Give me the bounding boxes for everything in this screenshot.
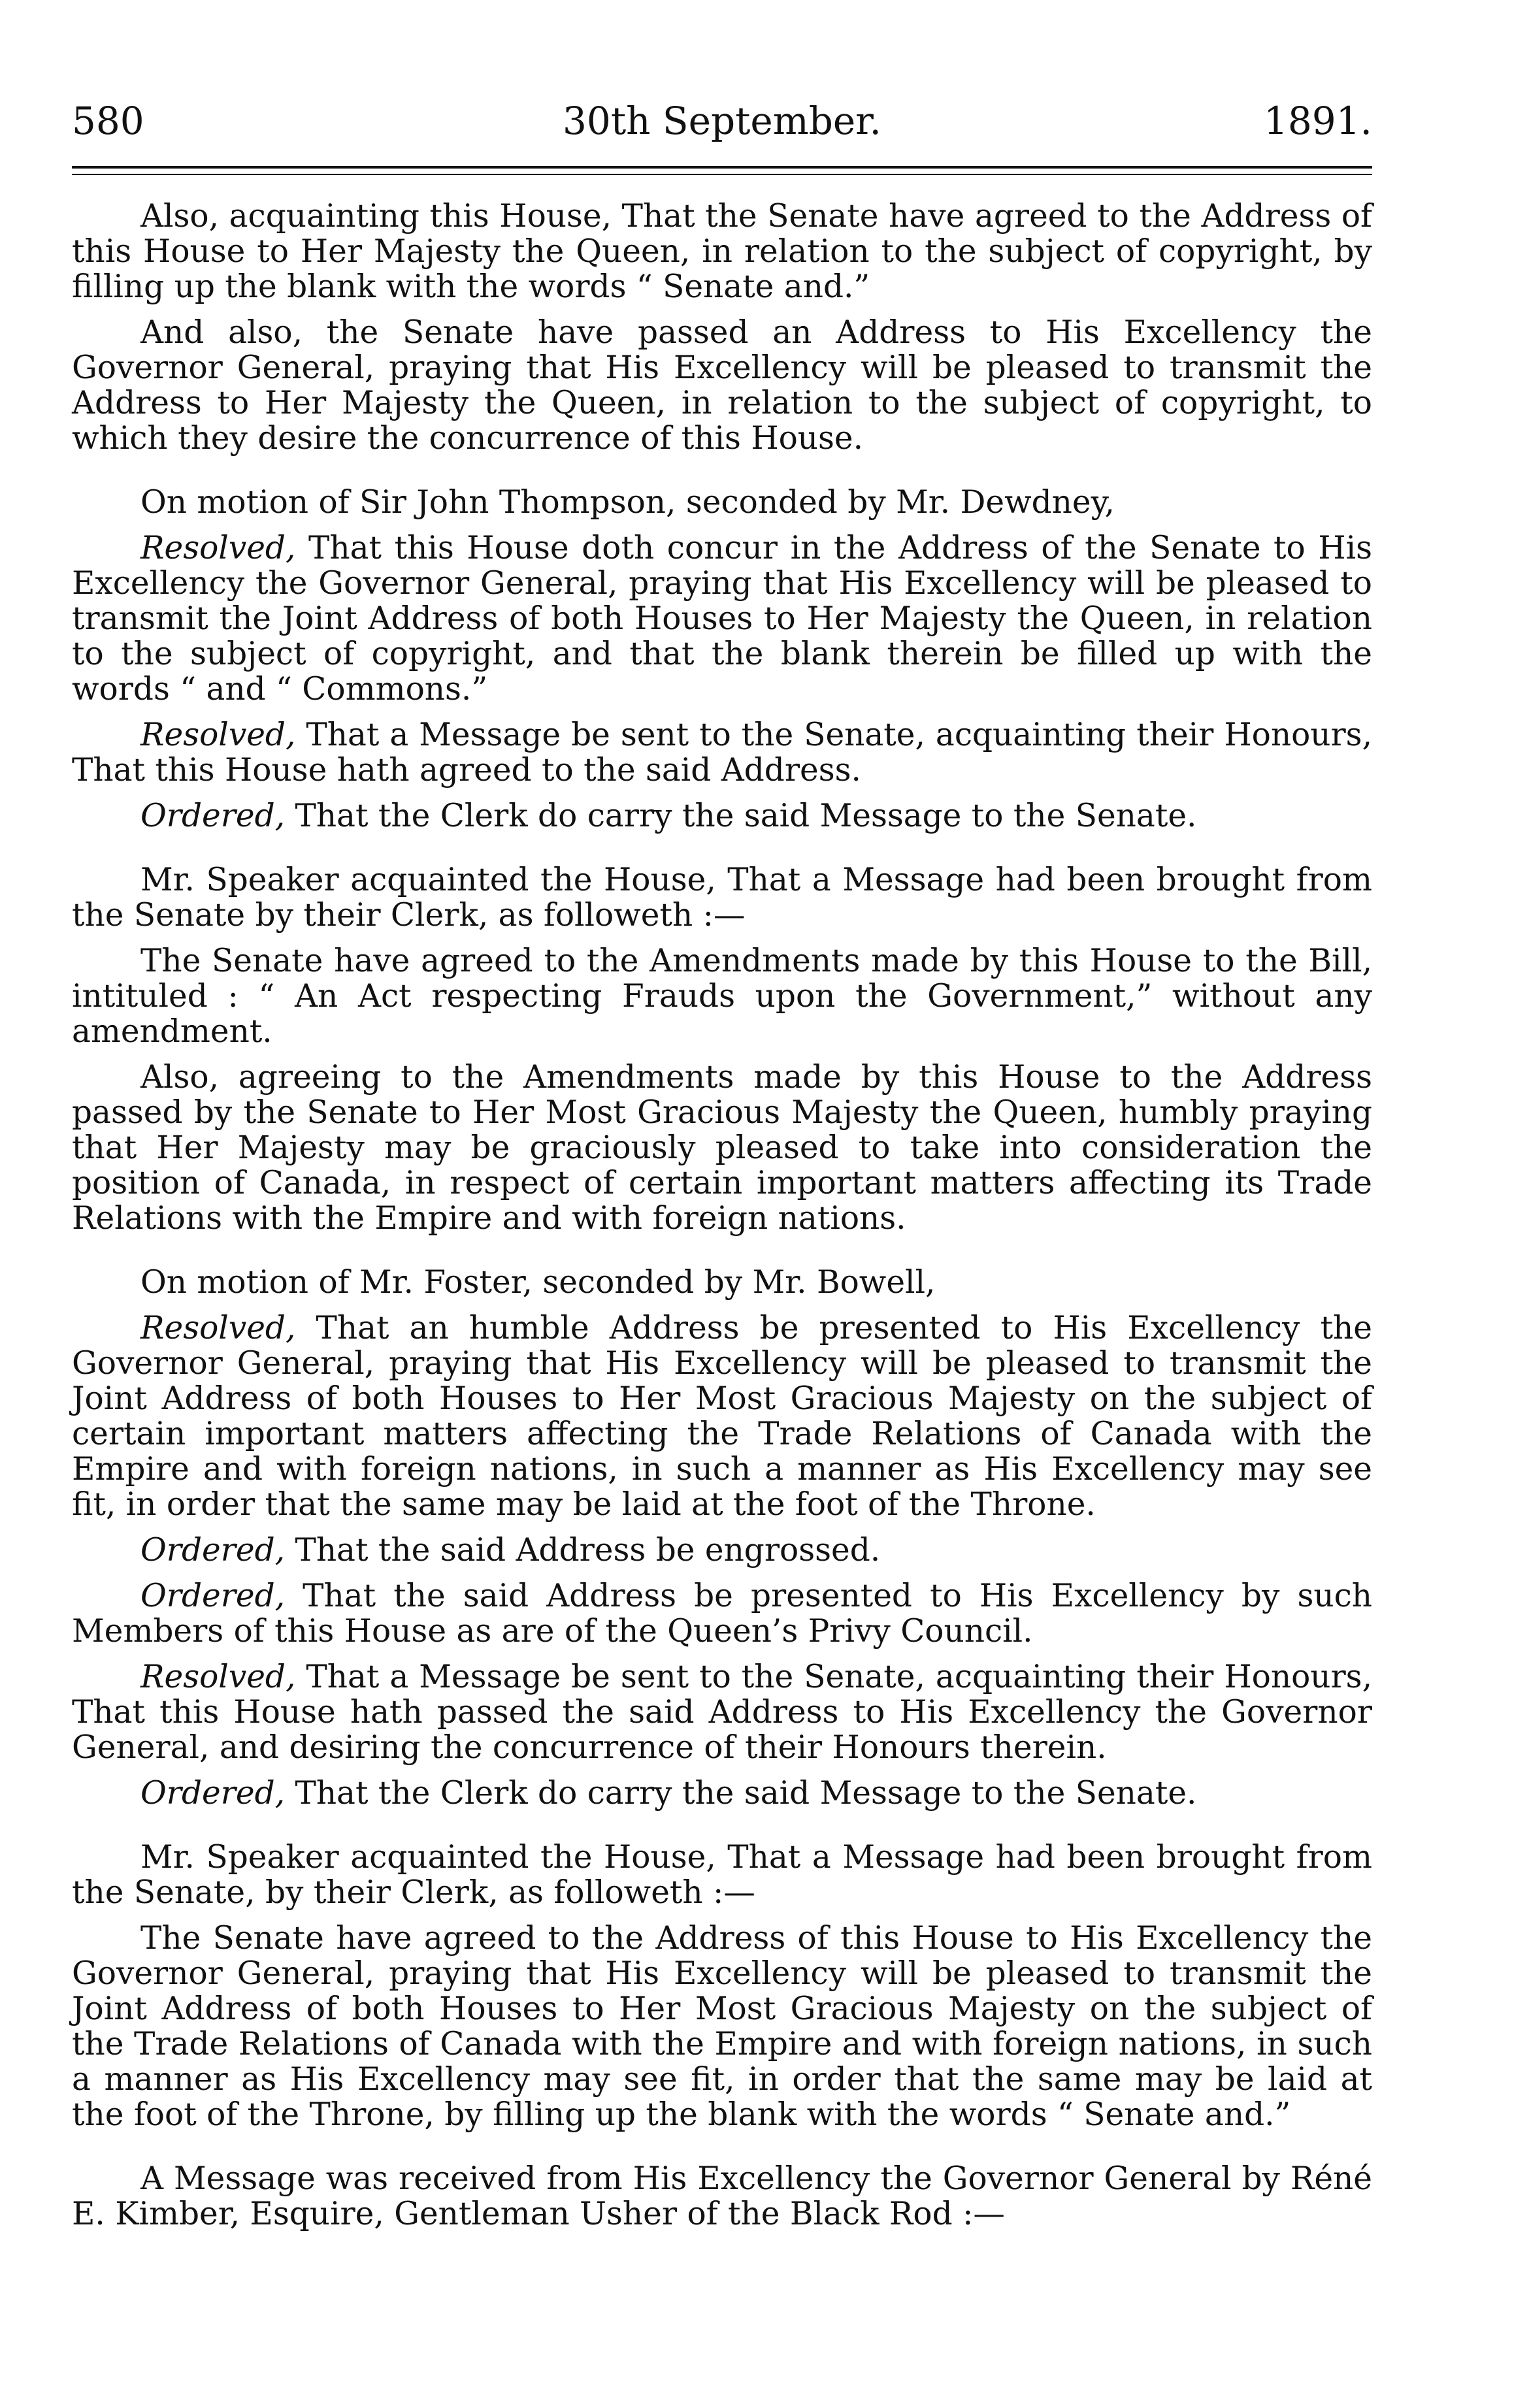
paragraph-text: The Senate have agreed to the Address of this House to His Excellency the Governor General, praying that His Excellency will be pleased to transmit the Joint Address of both Houses to Her Most Gracious Majesty on the subject of the Trade Relations of Canada with the Empire and with foreign nations, in such a manner as His Excellency may see fit, in order that the same may be laid at the foot of the Throne, by filling up the blank with the words “ Senate and.” [72,1920,1372,2133]
paragraph-text: That a Message be sent to the Senate, acquainting their Honours, That this House hath passed the said Address to His Excellency the Governor General, and desiring the concurrence of their Honours therein. [72,1659,1372,1766]
paragraph-15 [72,1776,1372,1811]
paragraph-text: That this House doth concur in the Address of the Senate to His Excellency the Governor General, praying that His Excellency will be pleased to transmit the Joint Address of both Houses to Her Majesty the Queen, in relation to the subject of copyright, and that the blank therein be filled up with the words “ and “ Commons.” [72,530,1372,708]
header-rule-thick [72,166,1372,169]
paragraph-lead: Resolved, [140,1310,296,1346]
paragraph-text: Also, agreeing to the Amendments made by this House to the Address passed by the Senate to Her Most Gracious Majesty the Queen, humbly praying that Her Majesty may be graciously pleased to take into consideration the position of Canada, in respect of certain important matters affecting its Trade Relations with the Empire and with foreign nations. [72,1059,1372,1237]
paragraph-lead: Ordered, [140,1775,286,1812]
paragraph-4 [72,530,1372,707]
header-rule-thin [72,174,1372,175]
paragraph-12 [72,1533,1372,1568]
paragraph-text: The Senate have agreed to the Amendments made by this House to the Bill, intituled : “ An Act respecting Frauds upon the Government,” without any amendment. [72,943,1372,1050]
paragraph-3 [72,485,1372,520]
paragraph-10 [72,1265,1372,1300]
paragraph-lead: Resolved, [140,1659,296,1695]
paragraph-9 [72,1060,1372,1236]
paragraph-5 [72,717,1372,788]
paragraph-text: On motion of Sir John Thompson, seconded by Mr. Dewdney, [140,484,1115,521]
paragraph-2 [72,315,1372,456]
paragraph-7 [72,862,1372,933]
paragraph-lead: Resolved, [140,717,296,753]
paragraph-text: Mr. Speaker acquainted the House, That a Message had been brought from the Senate by their Clerk, as followeth :— [72,862,1372,934]
paragraph-text: Also, acquainting this House, That the Senate have agreed to the Address of this House to Her Majesty the Queen, in relation to the subject of copyright, by filling up the blank with the words “ Senate and.” [72,198,1372,305]
paragraph-text: And also, the Senate have passed an Address to His Excellency the Governor General, praying that His Excellency will be pleased to transmit the Address to Her Majesty the Queen, in relation to the subject of copyright, to which they desire the concurrence of this House. [72,314,1372,457]
document-page [72,91,1372,2232]
journal-body [72,199,1372,2232]
paragraph-text: That the said Address be presented to His Excellency by such Members of this House as are of the Queen’s Privy Council. [72,1578,1372,1650]
paragraph-6 [72,798,1372,834]
paragraph-lead: Ordered, [140,798,286,834]
paragraph-text: On motion of Mr. Foster, seconded by Mr. Bowell, [140,1264,936,1301]
paragraph-16 [72,1840,1372,1910]
paragraph-text: That a Message be sent to the Senate, acquainting their Honours, That this House hath agreed to the said Address. [72,717,1372,789]
paragraph-lead: Resolved, [140,530,296,566]
page-number: 580 [72,99,144,143]
paragraph-8 [72,943,1372,1049]
paragraph-text: That an humble Address be presented to His Excellency the Governor General, praying that His Excellency will be pleased to transmit the Joint Address of both Houses to Her Most Gracious Majesty on the subject of certain important matters affecting the Trade Relations of Canada with the Empire and with foreign nations, in such a manner as His Excellency may see fit, in order that the same may be laid at the foot of the Throne. [72,1310,1372,1523]
paragraph-text: That the Clerk do carry the said Message to the Senate. [285,798,1197,834]
paragraph-lead: Ordered, [140,1532,286,1569]
paragraph-18 [72,2161,1372,2232]
paragraph-text: A Message was received from His Excellency the Governor General by Réné E. Kimber, Esquire, Gentleman Usher of the Black Rod :— [72,2160,1372,2232]
paragraph-11 [72,1310,1372,1522]
paragraph-text: Mr. Speaker acquainted the House, That a Message had been brought from the Senate, by their Clerk, as followeth :— [72,1839,1372,1911]
paragraph-17 [72,1921,1372,2132]
paragraph-text: That the said Address be engrossed. [285,1532,881,1569]
paragraph-14 [72,1659,1372,1765]
page-header [72,91,1372,150]
paragraph-13 [72,1578,1372,1649]
header-year: 1891. [1263,99,1372,143]
paragraph-text: That the Clerk do carry the said Message to the Senate. [285,1775,1197,1812]
paragraph-1 [72,199,1372,304]
paragraph-lead: Ordered, [140,1578,286,1614]
header-date: 30th September. [563,99,881,143]
